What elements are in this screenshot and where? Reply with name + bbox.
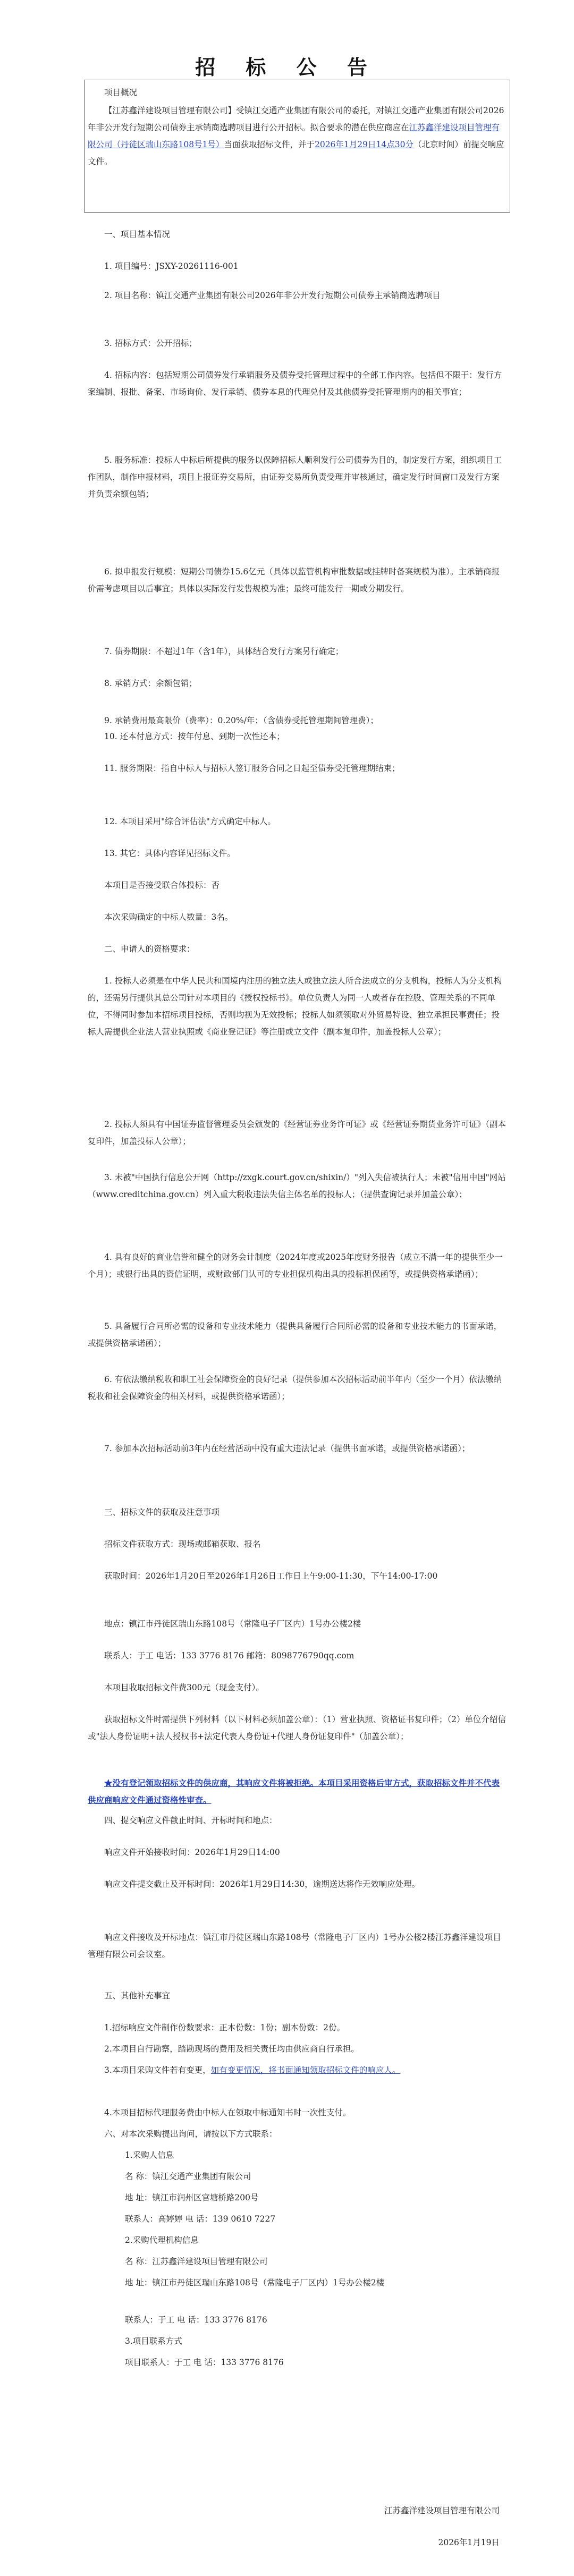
section-5-heading: 五、其他补充事宜 <box>104 1991 171 2001</box>
sec4-close-time: 响应文件提交截止及开标时间：2026年1月29日14:30，逾期送达将作无效响应处理。 <box>104 1879 420 1889</box>
sec3-method: 招标文件获取方式：现场或邮箱获取、报名 <box>104 1539 261 1549</box>
sec4-open-time: 响应文件开始接收时间：2026年1月29日14:00 <box>104 1848 280 1857</box>
footer-date: 2026年1月19日 <box>438 2538 500 2547</box>
overview-text-3: （北京时间）前提交响应文件。 <box>88 140 504 166</box>
agency-name: 名 称：江苏鑫洋建设项目管理有限公司 <box>125 2257 268 2266</box>
agency-title: 2.采购代理机构信息 <box>125 2235 199 2245</box>
section-2-heading: 二、申请人的资格要求： <box>104 944 195 954</box>
agency-address: 地 址：镇江市丹徒区瑞山东路108号（常隆电子厂区内）1号办公楼2楼 <box>125 2278 385 2287</box>
overview-heading: 项目概况 <box>104 88 138 97</box>
project-contact: 项目联系人：于工 电 话：133 3776 8176 <box>125 2358 284 2367</box>
sec1-consortium: 本项目是否接受联合体投标：否 <box>104 880 220 890</box>
section-6-heading: 六、对本次采购提出询问，请按以下方式联系： <box>104 2129 277 2139</box>
sec2-item-5: 5. 具备履行合同所必需的设备和专业技术能力（提供具备履行合同所必需的设备和专业技术能力的书面承诺，或提供资格承诺函）； <box>88 1321 502 1348</box>
sec5-item-3-text: 3.本项目采购文件若有变更， <box>104 2065 211 2075</box>
sec1-item-7: 7. 债券期限：不超过1年（含1年），具体结合发行方案另行确定； <box>104 647 344 656</box>
sec5-item-2: 2.本项目自行勘察，踏勘现场的费用及相关责任均由供应商自行承担。 <box>104 2044 359 2054</box>
sec5-change-notice: 如有变更情况，将书面通知领取招标文件的响应人。 <box>210 2065 401 2075</box>
sec1-item-4: 4. 招标内容：包括短期公司债券发行承销服务及债券受托管理过程中的全部工作内容。包括但不限于：发行方案编制、报批、备案、市场询价、发行承销、债券本息的代理兑付及其他债券受托管理期内的相关事宜； <box>88 370 502 397</box>
sec2-item-1: 1. 投标人必须是在中华人民共和国境内注册的独立法人或独立法人所合法成立的分支机构，投标人为分支机构的，还需另行提供其总公司针对本项目的《授权投标书》。单位负责人为同一人或者存在控股、管理关系的不同单位，不得同时参加本招标项目投标，否则均视为无效投标；投标人如须领取对外贸易特设、独立承担民事责任；投标人需提供企业法人营业执照或《商业登记证》等注册或立文件（副本复印件，加盖投标人公章）； <box>88 976 502 1037</box>
sec1-item-6: 6. 拟申报发行规模：短期公司债券15.6亿元（具体以监管机构审批数据或挂牌时备案规模为准）。主承销商报价需考虑项目以后事宜；具体以实际发行发售规模为准；最终可能发行一期或分期发行。 <box>88 567 500 594</box>
footer-company: 江苏鑫洋建设项目管理有限公司 <box>384 2506 500 2515</box>
sec1-item-5: 5. 服务标准：投标人中标后所提供的服务以保障招标人顺利发行公司债券为目的，制定发行方案，组织项目工作团队，制作申报材料，项目上报证券交易所，由证券交易所负责受理并审核通过，确定发行时间窗口及发行方案并负责余额包销； <box>88 455 502 499</box>
sec1-winner-count: 本次采购确定的中标人数量：3名。 <box>104 912 233 922</box>
sec1-item-9: 9. 承销费用最高限价（费率）：0.20%/年；（含债券受托管理期间管理费）； <box>104 716 378 725</box>
sec2-item-7: 7. 参加本次招标活动前3年内在经营活动中没有重大违法记录（提供书面承诺，或提供资格承诺函）； <box>104 1444 470 1453</box>
sec1-item-2: 2. 项目名称：镇江交通产业集团有限公司2026年非公开发行短期公司债券主承销商选聘项目 <box>104 291 441 300</box>
sec2-item-4: 4. 具有良好的商业信誉和健全的财务会计制度（2024年度或2025年度财务报告（成立不满一年的提供至少一个月）；或银行出具的资信证明，或财政部门认可的专业担保机构出具的投标担保函等，或提供资格承诺函）； <box>88 1252 503 1279</box>
purchaser-address: 地 址：镇江市润州区官塘桥路200号 <box>125 2193 259 2202</box>
sec2-item-6: 6. 有依法缴纳税收和职工社会保障资金的良好记录（提供参加本次招标活动前半年内（至少一个月）依法缴纳税收和社会保障资金的相关材料，或提供资格承诺函）； <box>88 1375 502 1401</box>
sec3-contact: 联系人：于工 电话：133 3776 8176 邮箱：8098776790qq.com <box>104 1651 354 1660</box>
purchaser-contact: 联系人：高婷婷 电 话：139 0610 7227 <box>125 2214 276 2224</box>
sec3-warning: ★没有登记领取招标文件的供应商，其响应文件将被拒绝。本项目采用资格后审方式，获取招标文件并不代表供应商响应文件通过资格性审查。 <box>88 1778 500 1805</box>
overview-deadline-link: 2026年1月29日14点30分 <box>314 140 413 149</box>
overview-text-1: 【江苏鑫洋建设项目管理有限公司】受镇江交通产业集团有限公司的委托，对镇江交通产业集团有限公司2026年非公开发行短期公司债券主承销商选聘项目进行公开招标。拟合要求的潜在供应商应在 <box>88 106 504 132</box>
sec3-place: 地点：镇江市丹徒区瑞山东路108号（常隆电子厂区内）1号办公楼2楼 <box>104 1619 361 1629</box>
sec2-item-2: 2. 投标人须具有中国证券监督管理委员会颁发的《经营证券业务许可证》或《经营证券期货业务许可证》（副本复印件，加盖投标人公章）； <box>88 1120 506 1146</box>
sec5-item-4: 4.本项目招标代理服务费由中标人在领取中标通知书时一次性支付。 <box>104 2108 351 2117</box>
purchaser-title: 1.采购人信息 <box>125 2150 174 2160</box>
sec3-fee: 本项目收取招标文件费300元（现金支付）。 <box>104 1683 264 1692</box>
overview-text-2: 当面获取招标文件，并于 <box>224 140 315 149</box>
section-3-heading: 三、招标文件的获取及注意事项 <box>104 1507 220 1517</box>
project-contact-title: 3.项目联系方式 <box>125 2336 182 2346</box>
sec1-item-1: 1. 项目编号：JSXY-20261116-001 <box>104 261 239 271</box>
section-1-heading: 一、项目基本情况 <box>104 230 171 239</box>
overview-location-link: 江苏鑫洋建设项目管理有限公司（丹徒区瑞山东路108号1号） <box>88 123 500 149</box>
sec2-item-3: 3. 未被"中国执行信息公开网（http://zxgk.court.gov.cn/shixin/）"列入失信被执行人；未被"信用中国"网站（www.creditchina.gov.cn）列入重大税收违法失信主体名单的投标人；（提供查询记录并加盖公章）； <box>88 1173 506 1199</box>
sec1-item-11: 11. 服务期限：指自中标人与招标人签订服务合同之日起至债券受托管理期结束； <box>104 764 400 773</box>
sec1-item-10: 10. 还本付息方式：按年付息、到期一次性还本； <box>104 732 285 741</box>
sec5-item-1: 1.招标响应文件制作份数要求：正本份数：1份；副本份数：2份。 <box>104 2023 345 2032</box>
agency-contact: 联系人：于工 电 话：133 3776 8176 <box>125 2315 267 2325</box>
sec1-item-8: 8. 承销方式：余额包销； <box>104 679 197 688</box>
sec1-item-13: 13. 其它：具体内容详见招标文件。 <box>104 849 235 858</box>
purchaser-name: 名 称：镇江交通产业集团有限公司 <box>125 2172 251 2181</box>
section-4-heading: 四、提交响应文件截止时间、开标时间和地点： <box>104 1816 277 1825</box>
sec1-item-12: 12. 本项目采用"综合评估法"方式确定中标人。 <box>104 817 276 826</box>
sec3-materials: 获取招标文件时需提供下列材料（以下材料必须加盖公章）：（1）营业执照、资格证书复印件；（2）单位介绍信或"法人身份证明+法人授权书+法定代表人身份证+代理人身份证复印件"（加盖公章）； <box>88 1715 506 1741</box>
sec5-item-3 <box>88 2062 508 2079</box>
sec4-location: 响应文件接收及开标地点：镇江市丹徒区瑞山东路108号（常隆电子厂区内）1号办公楼2楼江苏鑫洋建设项目管理有限公司会议室。 <box>88 1933 501 1959</box>
sec1-item-3: 3. 招标方式：公开招标； <box>104 338 197 348</box>
overview-body <box>88 102 508 170</box>
sec3-time: 获取时间：2026年1月20日至2026年1月26日工作日上午9:00-11:30，下午14:00-17:00 <box>104 1571 438 1581</box>
page-title: 招 标 公 告 <box>195 55 379 79</box>
